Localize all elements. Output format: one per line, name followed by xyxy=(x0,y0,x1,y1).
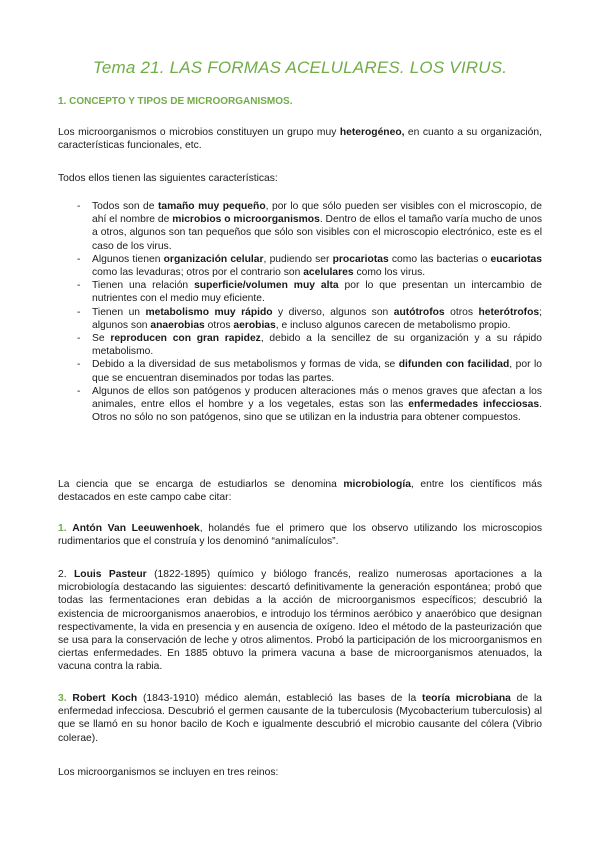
scientist-name: Louis Pasteur xyxy=(74,569,147,580)
characteristics-list xyxy=(58,200,542,424)
scientist-3: 3. Robert Koch (1843-1910) médico alemán, estableció las bases de la teoría microbiana de la enfermedad infecciosa. Descubrió el germen causante de la tuberculosis (Mycobacterium tuberculosis) al que se llamó en su honor bacilo de Koch e igualmente descubrió el microbio causante del cólera (Vibrio colerae). xyxy=(58,693,542,744)
scientist-name: Robert Koch xyxy=(72,693,138,704)
list-number: 3. xyxy=(58,693,67,704)
scientist-name: Antón Van Leeuwenhoek xyxy=(72,523,200,534)
science-paragraph: La ciencia que se encarga de estudiarlos se denomina microbiología, entre los científicos más destacados en este campo cabe citar: xyxy=(58,479,542,504)
list-item: - Algunos tienen organización celular, pudiendo ser procariotas como las bacterias o eucariotas como las levaduras; otros por el contrario son acelulares como los virus. xyxy=(58,253,542,279)
intro-paragraph: Los microorganismos o microbios constituyen un grupo muy heterogéneo, en cuanto a su organización, características funcionales, etc. xyxy=(58,127,542,152)
closing-paragraph: Los microorganismos se incluyen en tres reinos: xyxy=(58,767,279,778)
list-item: - Debido a la diversidad de sus metabolismos y formas de vida, se difunden con facilidad, por lo que se encuentran diseminados por todas las partes. xyxy=(58,358,542,384)
list-item: - Se reproducen con gran rapidez, debido a la sencillez de su organización y a su rápido metabolismo. xyxy=(58,332,542,358)
characteristics-lead: Todos ellos tienen las siguientes características: xyxy=(58,173,278,184)
page-title: Tema 21. LAS FORMAS ACELULARES. LOS VIRUS. xyxy=(92,58,508,77)
list-item: - Tienen una relación superficie/volumen muy alta por lo que presentan un intercambio de nutrientes con el medio muy eficiente. xyxy=(58,279,542,305)
section-heading: 1. CONCEPTO Y TIPOS DE MICROORGANISMOS. xyxy=(58,96,293,107)
list-item: - Todos son de tamaño muy pequeño, por lo que sólo pueden ser visibles con el microscopio, de ahí el nombre de microbios o microorganismos. Dentro de ellos el tamaño varía mucho de unos a otros, algunos son tan pequeños que sólo son visibles con el microscopio electrónico, este es el caso de los virus. xyxy=(58,200,542,253)
list-item: - Tienen un metabolismo muy rápido y diverso, algunos son autótrofos otros heterótrofos; algunos son anaerobias otros aerobias, e incluso algunos carecen de metabolismo propio. xyxy=(58,306,542,332)
scientist-1: 1. Antón Van Leeuwenhoek, holandés fue el primero que los observo utilizando los microscopios rudimentarios que el construía y los denominó “animalículos”. xyxy=(58,523,542,548)
list-number: 1. xyxy=(58,523,67,534)
scientist-2: 2. Louis Pasteur (1822-1895) químico y biólogo francés, realizo numerosas aportaciones a la microbiología destacando las siguientes: descartó definitivamente la generación espontánea; probó que todas las fermentaciones eran debidas a la acción de microorganismos específicos; descubrió la existencia de microorganismos anaerobios, e introdujo los términos aeróbico y anaeróbico que designan respectivamente, la vida en presencia y en ausencia de oxígeno. Ideo el método de la pasteurización que se usa para la conservación de leche y otros alimentos. Probó la participación de los microorganismos en ciertas enfermedades. En 1885 obtuvo la primera vacuna a base de microorganismos atenuados, la vacuna contra la rabia. xyxy=(58,569,542,673)
list-number: 2. xyxy=(58,569,67,580)
list-item: - Algunos de ellos son patógenos y producen alteraciones más o menos graves que afectan a los animales, entre ellos el hombre y a los vegetales, estas son las enfermedades infecciosas. Otros no sólo no son patógenos, sino que se utilizan en la industria para obtener compuestos. xyxy=(58,385,542,425)
